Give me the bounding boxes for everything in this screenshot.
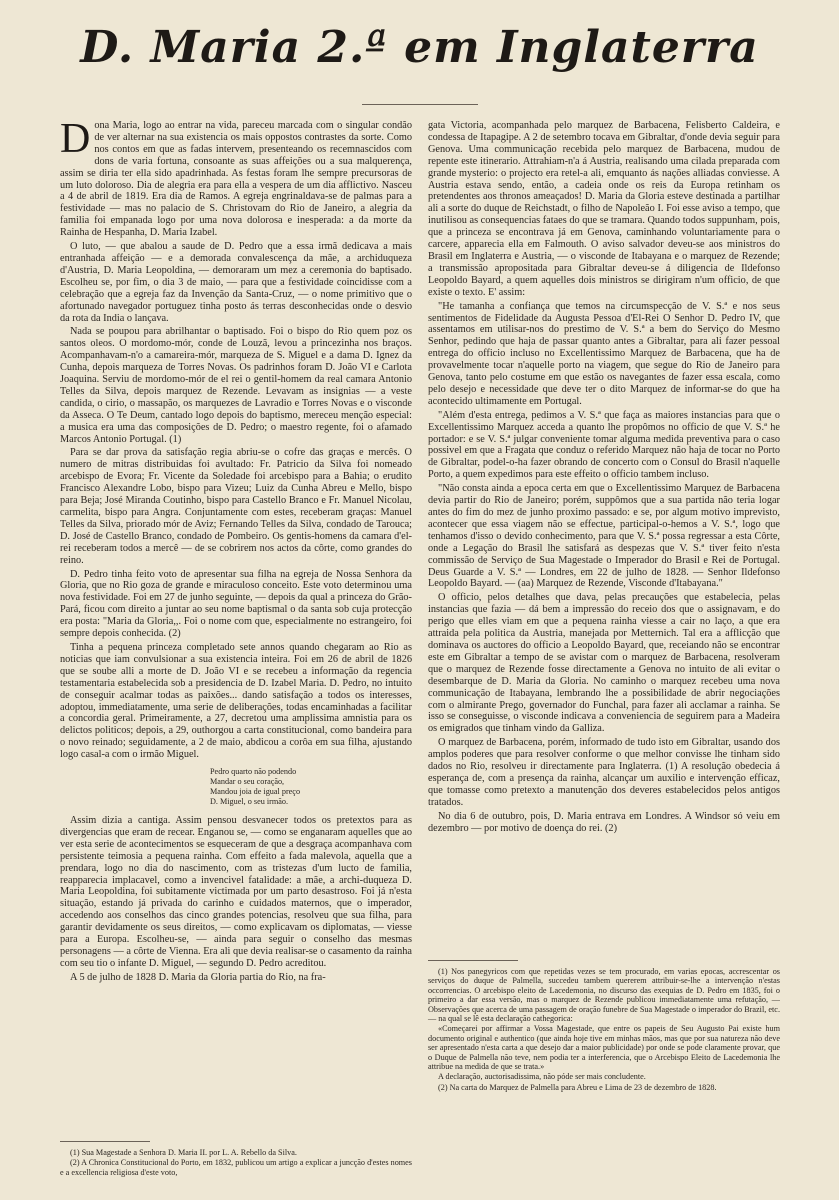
right-footnotes bbox=[428, 967, 780, 1093]
footnote: A declaração, auctorisadissima, não póde ser mais concludente. bbox=[438, 1072, 646, 1082]
paragraph: O luto, — que abalou a saude de D. Pedro que a essa irmã dedicava a mais entranhada affeição — e a demorada convalescença da mãe, a archiduqueza d'Austria, D. Maria Leopoldina, — demoraram um mez a ceremonia do baptisado. Escolheu se, por fim, o dia 3 de maio, — para que a festividade coincidisse com a celebração que a egreja faz da Invenção da Santa-Cruz, — o nome primitivo que o afortunado navegador portuguez tinha posto ás terras desconhecidas onde o desvio da rota da India o lançava. bbox=[60, 241, 412, 324]
footnote: (2) A Chronica Constitucional do Porto, em 1832, publicou um artigo a explicar a juncção d'estes nomes e a excellencia religiosa d'este voto, bbox=[60, 1158, 412, 1177]
right-column bbox=[428, 120, 780, 836]
paragraph: A 5 de julho de 1828 D. Maria da Gloria partia do Rio, na fra- bbox=[70, 971, 326, 983]
paragraph: Para se dar prova da satisfação regia abriu-se o cofre das graças e mercês. O numero de mitras distribuidas foi avultado: Fr. Patricio da Silva foi nomeado arcebispo de Evora; Fr. Vicente da Soledade foi arcebispo para a Bahia; o erudito Francisco Alexandre Lobo, bispo para Vizeu; Luiz da Cunha Abreu e Mello, bispo para Beja; José Miranda Coutinho, bispo para Castello Branco e Fr. Manuel Nicolau, carmelita, bispo para Angra. Conjuntamente com estes, receberam graças: Manuel Telles da Silva, priorado mór de Aviz; Fernando Telles da Silva, condado de Tarouca; D. José de Castello Branco, condado de Pombeiro. Os gentis-homens da camara d'el-rei receberam todos a mercê — de se cobrirem nos actos da côrte, como grandes do reino. bbox=[60, 447, 412, 566]
paragraph: D. Pedro tinha feito voto de apresentar sua filha na egreja de Nossa Senhora da Gloria, que no Rio goza de grande e miraculoso conceito. Este voto determinou uma nova festividade. Foi em 27 de junho seguinte, — depois da qual a princeza do Grão-Pará, ficou com direito a juntar ao seu nome baptismal o da santa sob cuja protecção era posta: "Maria da Gloria,,. Foi o nome com que, especialmente no estrangeiro, foi sempre depois conhecida. (2) bbox=[60, 568, 412, 640]
left-footnotes bbox=[60, 1148, 412, 1178]
footnote: (2) Na carta do Marquez de Palmella para Abreu e Lima de 23 de dezembro de 1828. bbox=[438, 1082, 717, 1092]
verse-line: Pedro quarto não podendo bbox=[210, 767, 297, 777]
drop-cap: D bbox=[60, 116, 91, 162]
footnote: «Começarei por affirmar a Vossa Magestade, que entre os papeis de Seu Augusto Pai existe hum documento original e authentico (que ainda hoje tive em minhas mãos, mas que por sua natureza não deve ser apresentado n'esta carta a que desejo dar a maior publicidade) por onde se pode claramente provar, que o Duque de Palmella não teve, nem podia ter a interferencia, que o Arcebispo Eleito de Lacedemonia lhe attribue na medida de que se trata.» bbox=[428, 1024, 780, 1072]
paragraph: Dona Maria, logo ao entrar na vida, pareceu marcada com o singular condão de ver alternar na sua existencia os mais oppostos contrastes da sorte. Como nos contos em que as fadas intervem, presenteando os recemnascidos com dons de varia fortuna, consoante as suas affeições ou a sua malquerença, assim se diria ter ella sido apadrinhada. As festas foram lhe sempre precursoras de um luto doloroso. Dia de alegria era para ella a vespera de um dia afflictivo. Nasceu a 4 de abril de 1819. Era dia de Ramos. A egreja engrinaldava-se de palmas para a festividade — mas no palacio de S. Christovam do Rio de Janeiro, a alegria da familia foi empanada logo por uma nova dolorosa e inesperada: a da morte da Rainha de Hespanha, D. Maria Izabel. bbox=[60, 116, 412, 239]
verse-line: D. Miguel, o seu irmão. bbox=[210, 797, 288, 807]
page-title: D. Maria 2.ª em Inglaterra bbox=[80, 22, 759, 73]
paragraph: Tinha a pequena princeza completado sete annos quando chegaram ao Rio as noticias que iam convulsionar a sua existencia inteira. Foi em 26 de abril de 1826 que se soube alli a morte de D. João VI e se recebeu a informação da regencia testamentaria estabelecida sob a presidencia de D. Izabel Maria. D. Pedro, no intuito de conseguir acalmar todas as paixões... dando satisfação a todos os interesses, adoptou, immediatamente, uma serie de deliberações, todas encaminhadas a facilitar a concordia geral. Primeiramente, a 27, decretou uma amplissima amnistia para os delictos politicos; depois, a 29, outhorgou a carta constitucional, como bandeira para o novo reinado; seguidamente, a 2 de maio, abdicou a corôa em sua filha, ajustando logo casal-a com o irmão Miguel. bbox=[60, 641, 412, 761]
paragraph: Assim dizia a cantiga. Assim pensou desvanecer todos os pretextos para as divergencias que eram de recear. Enganou se, — como se enganaram aquelles que ao ver esta serie de acontecimentos se esqueceram de que a desgraça acompanhava com persistente teimosia a pequena rainha. Com effeito a fada malevola, aquella que a prendara, logo no dia do nascimento, com as tristezas d'um lucto de familia, reapparecia implacavel, como a invencivel fatalidade: a mãe, a archi-duqueza D. Maria Leopoldina, foi subitamente victimada por um parto desastroso. Foi já n'esta situação, estando já privada do carinho e cuidados maternos, que o imperador, accedendo aos conselhos das cinco grandes potencias, resolveu que sua filha, para garantir devidamente os seus direitos, — como explicavam os diplomatas, — viesse para a Europa. Escolheu-se, — ainda para seguir o conselho das mesmas personagens — a côrte de Vienna. Era ali que devia realisar-se o casamento da rainha com seu tio o infante D. Miguel, — segundo D. Pedro acreditou. bbox=[60, 815, 412, 969]
paragraph: gata Victoria, acompanhada pelo marquez de Barbacena, Felisberto Caldeira, e condessa de Itapagipe. A 2 de setembro tocava em Gibraltar, d'onde devia seguir para Genova. Uma communicação recebida pelo marquez de Barbacena, mudou de repente este itinerario. Attrahiam-n'a á Austria, realisando uma cilada preparada com grande mysterio: o projecto era retel-a ali, emquanto ás nações alliadas conviesse. A Austria estava sendo, então, a cadeia onde os reis da Europa retinham os pretendentes aos thronos ameaçados! D. Maria da Gloria esteve destinada a partilhar ali a sorte do duque de Reichstadt, o filho de Napoleão I. Foi esse aviso a tempo, que inutilisou as consequencias fataes do que se tramara. Quando todos suppunham, pois, que a princeza se encontrava já em Genova, caminhando voluntariamente para o carcere, apparecia ella em Falmouth. O aviso salvador deveu-se aos ministros do Brasil em Inglaterra e Austria, — o visconde de Itabayana e o marquez de Rezende; a transmissão apropositada para Gibraltar deveu-se á diligencia de Ildefonso Leopoldo Bayard, a quem aquelles dois ministros se dirigiram n'um officio, de que existe o texto. E' assim: bbox=[428, 120, 780, 298]
paragraph: O marquez de Barbacena, porém, informado de tudo isto em Gibraltar, usando dos amplos poderes que para resolver conforme o que melhor convisse lhe tinham sido dados no Rio, resolveu ir directamente para Inglaterra. (1) A resolução obedecia á esperança de, com a presença da rainha, alcançar um auxilio e intervenção efficaz, que tomasse como pretexto a manutenção dos deveres estabelecidos pelos antigos tratados. bbox=[428, 737, 780, 808]
paragraph: "He tamanha a confiança que temos na circumspecção de V. S.ª e nos seus sentimentos de Fidelidade da Augusta Pessoa d'El-Rei O Senhor D. Pedro IV, que assentamos em utilisar-nos do prestimo de V. S.ª a bem do Serviço do Mesmo Senhor, pedindo que haja de passar quanto antes a Gibraltar, para ali fazer pessoal entrega do officio incluso no Excellentissimo Marquez de Barbacena, que ha de provavelmente tocar n'aquelle porto na viagem, que segue do Rio de Janeiro para Genova, tanto pelo costume em que estão os navegantes de fazer essa escala, como pelo desejo e necessidade que deve ter o dito Marquez de informar-se do que ha acontecido ultimamente em Portugal. bbox=[428, 300, 780, 407]
footnote-rule bbox=[428, 960, 518, 961]
verse-line: Mandou joia de igual preço bbox=[210, 787, 301, 797]
paragraph: O officio, pelos detalhes que dava, pelas precauções que estabelecia, pelas instancias que fazia — dá bem a impressão do receio dos que o assignavam, e do perigo que elles viam em que a pequena rainha viesse a cair no laço, a que era attraida pela politica da Austria, manejada por Metternich. Tal era a afflicção que dominava os auctores do officio a Leopoldo Bayard, que, receiando não se encontrar este em Gibraltar a tempo de se avistar com o marquez de Barbacena, resolveram que o marquez de Rezende fosse directamente a Genova no intuito de ali evitar o desembarque de D. Maria da Gloria. No caminho o marquez recebeu uma nova communicação de Itabayana, lembrando lhe a possibilidade de abrir negociações com o almirante Prego, governador do Funchal, para fazer ali acclamar a rainha. Se isso se conseguisse, o visconde indicava a conveniencia de seguirem para a Madeira os emigrados que tinham vindo da Galliza. bbox=[428, 592, 780, 735]
left-column bbox=[60, 116, 412, 986]
paragraph: Nada se poupou para abrilhantar o baptisado. Foi o bispo do Rio quem poz os santos oleos. O mordomo-mór, conde de Louzã, levou a princezinha nos braços. Acompanhavam-n'o a camareira-mór, marqueza de S. Miguel e a dama D. Ignez da Cunha, depois marqueza de Torres Novas. Os padrinhos foram D. João VI e Carlota Joaquina. Serviu de mordomo-mór de el rei o gentil-homem da real camara Antonio Telles da Silva, depois marquez de Rezende. Levavam as insignias — a veste candida, o cirio, o massapão, os marquezes de Lavradio e Torres Novas e o visconde da Asseca. O Te Deum, cantado logo depois do baptismo, mereceu menção especial: a musica era uma das composições de D. Pedro; o maestro regente, foi o afamado Marcos Antonio Portugal. (1) bbox=[60, 326, 412, 445]
footnote: (1) Nos panegyricos com que repetidas vezes se tem procurado, em varias epocas, accrescentar os serviços do duque de Palmella, succedeu tambem quererem attribuir-se-lhe a intervenção n'estas occorrencias. O arcebispo eleito de Lacedemonia, no discurso das exequias de D. Pedro em 1835, foi o primeiro a dar essa versão, mas o marquez de Rezende publicou immediatamente uma refutação, — Observações que acerca de uma passagem de oração funebre de Sua Magestade o imperador do Brazil, etc. — na qual se lê esta declaração cathegorica: bbox=[428, 967, 780, 1024]
title-rule bbox=[362, 104, 478, 105]
verse-quote bbox=[60, 767, 412, 807]
paragraph: "Não consta ainda a epoca certa em que o Excellentissimo Marquez de Barbacena devia partir do Rio de Janeiro; porém, suppômos que a sua partida não teria logar antes do fim do mez de junho proximo passado: e se, por algum motivo imprevisto, acontecer que essa viagem não se effectue, participal-o-hemos a V. S.ª, logo que tenhamos d'isso o devido conhecimento, para que V. S.ª possa regressar a esta Côrte, onde a Legação do Brasil lhe satisfará as despezas que V. S.ª tiver feito n'esta commissão de Serviço de Sua Magestade o Imperador do Brasil e Rei de Portugal. Deus Guarde a V. S.ª — Londres, em 22 de julho de 1828. — Senhor Ildefonso Leopoldo Bayard. — (aa) Marquez de Rezende, Visconde d'Itabayana." bbox=[428, 483, 780, 590]
footnote-rule bbox=[60, 1141, 150, 1142]
paragraph: "Além d'esta entrega, pedimos a V. S.ª que faça as maiores instancias para que o Excellentissimo Marquez acceda a quanto lhe propômos no officio de que V. S.ª he portador: e se V. S.ª julgar conveniente tomar alguma medida preventiva para o caso possivel em que a Fragata que conduz o referido Marquez não haja de tocar no Porto de Gibraltar, podel-o-ha fazer obrando de concerto com o Consul do Brasil n'aquelle Porto, a quem expedimos para este effeito o officio tambem incluso. bbox=[428, 409, 780, 481]
verse-line: Mandar o seu coração, bbox=[210, 777, 285, 787]
paragraph: No dia 6 de outubro, pois, D. Maria entrava em Londres. A Windsor só veiu em dezembro — por motivo de doença do rei. (2) bbox=[428, 810, 780, 834]
footnote: (1) Sua Magestade a Senhora D. Maria II. por L. A. Rebello da Silva. bbox=[70, 1148, 297, 1157]
